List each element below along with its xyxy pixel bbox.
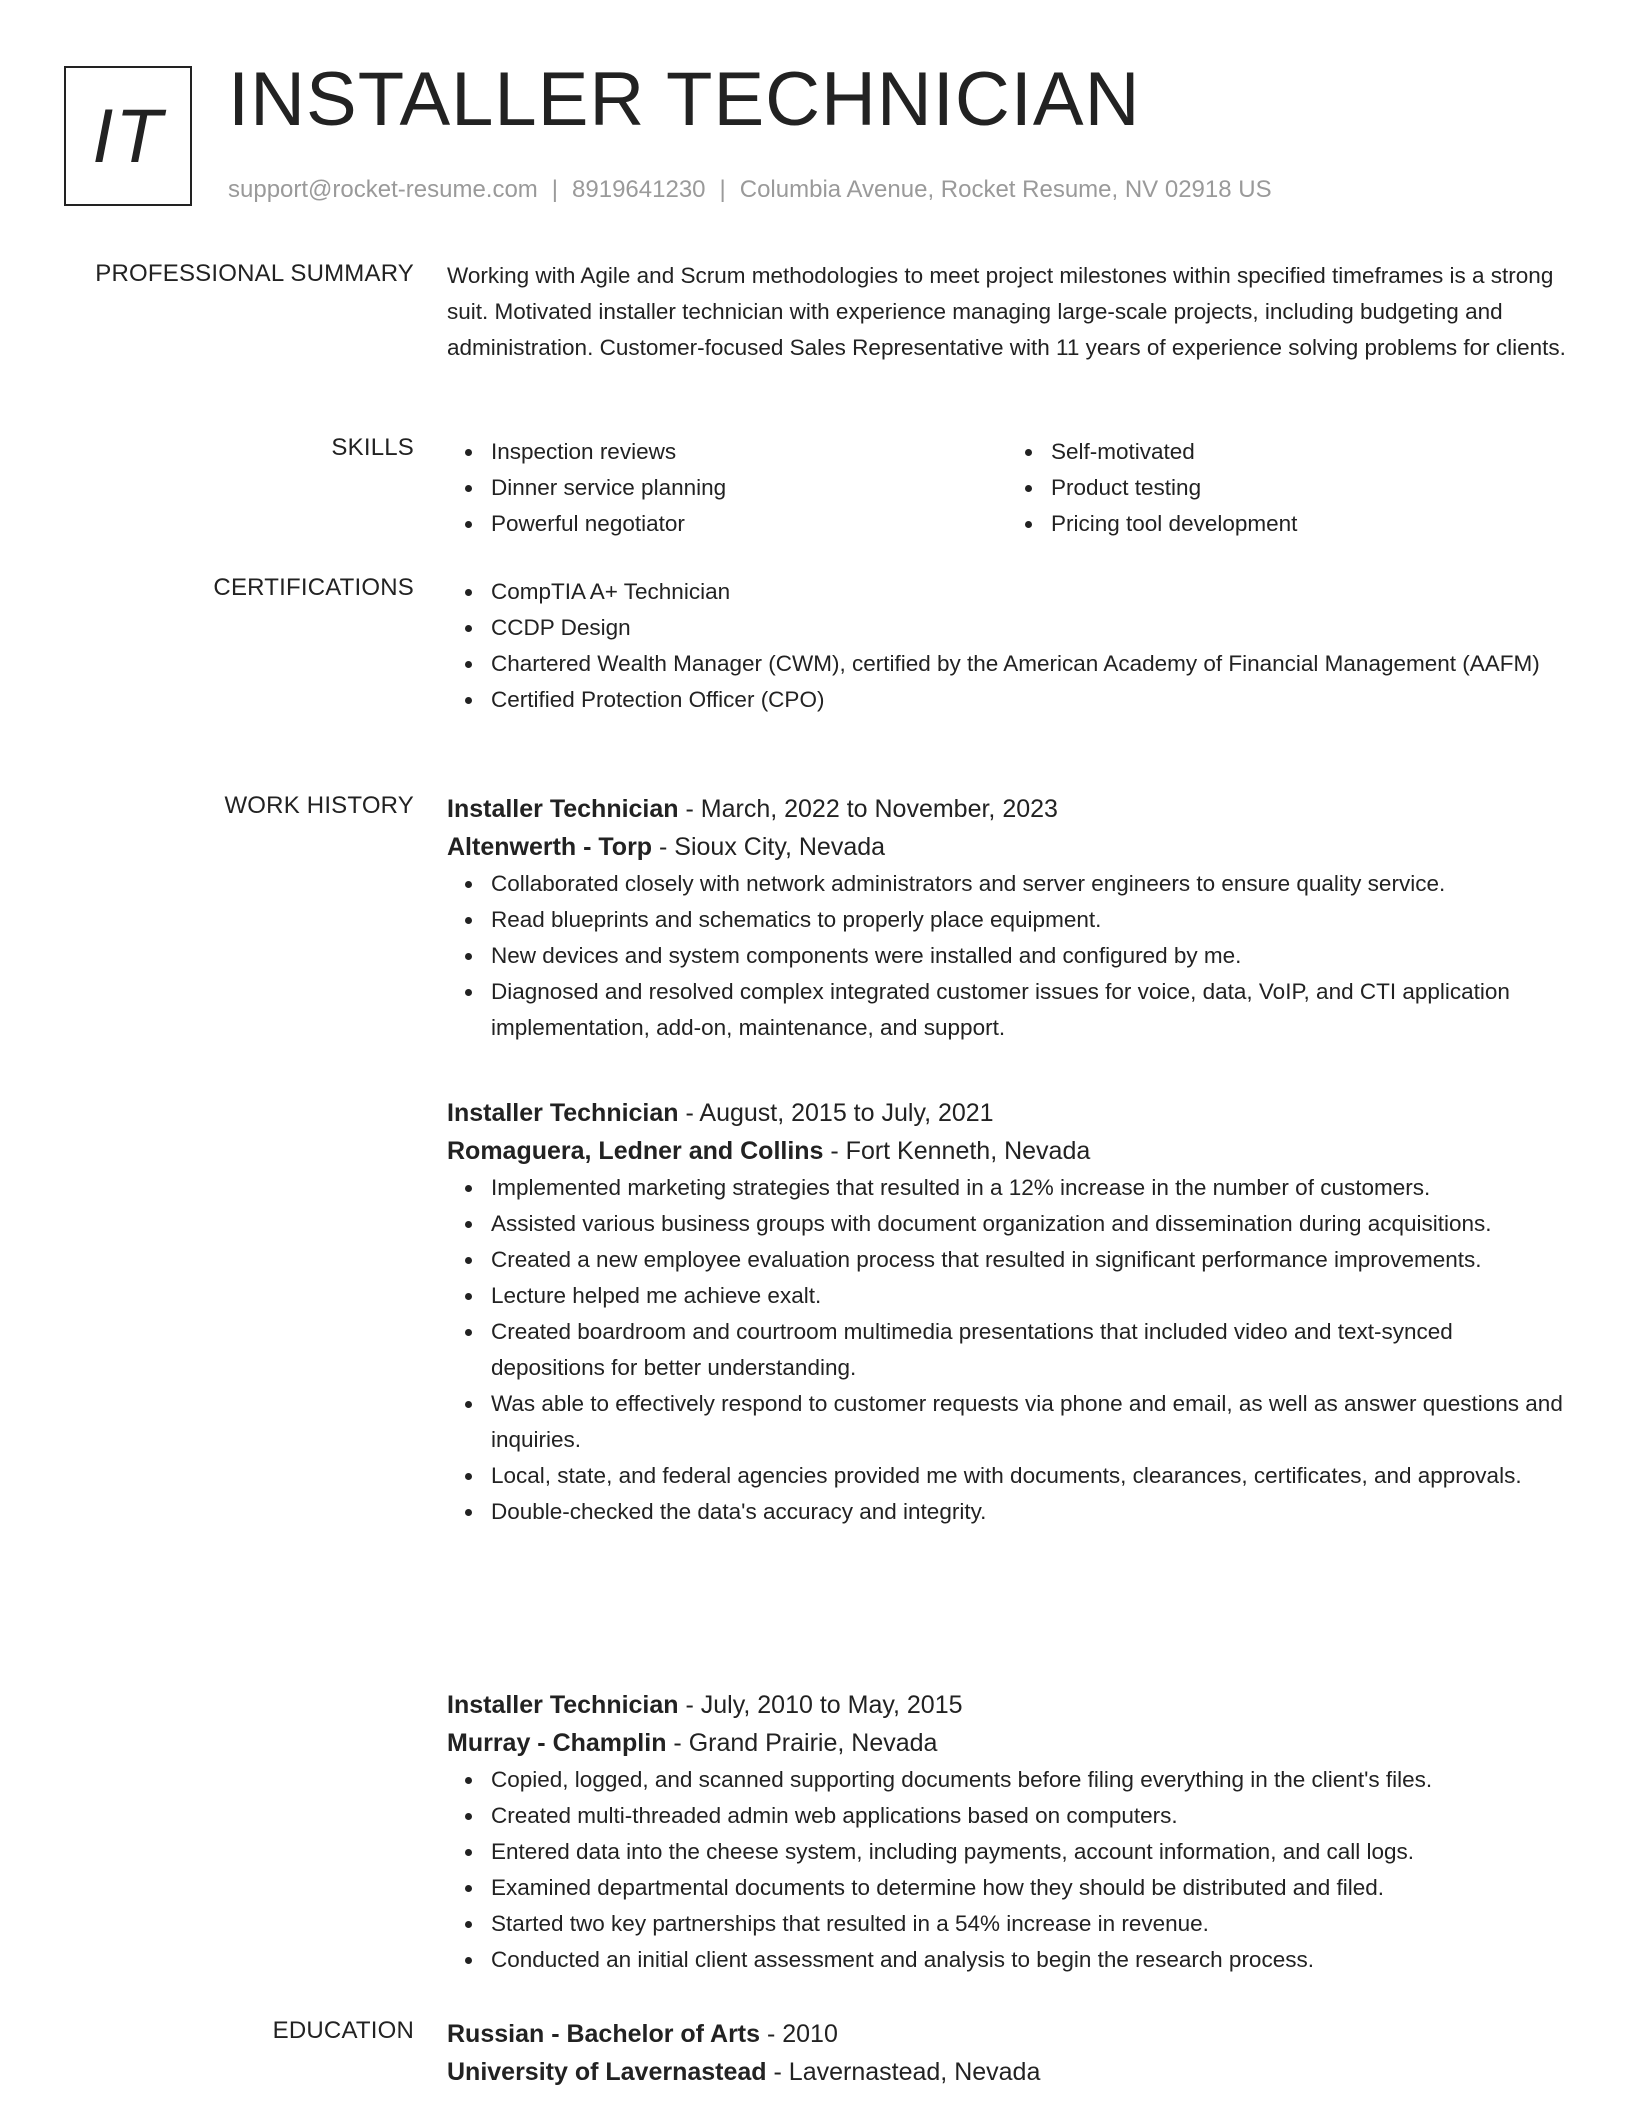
list-item: Chartered Wealth Manager (CWM), certified by the American Academy of Financial Management (AAFM) bbox=[491, 646, 1567, 682]
list-item: Assisted various business groups with document organization and dissemination during acquisitions. bbox=[491, 1206, 1567, 1242]
skills-list-right bbox=[1007, 434, 1567, 542]
education-location: - Lavernastead, Nevada bbox=[766, 2058, 1041, 2086]
list-item: Double-checked the data's accuracy and integrity. bbox=[491, 1494, 1567, 1530]
contact-separator: | bbox=[551, 176, 559, 203]
list-item: CCDP Design bbox=[491, 610, 1567, 646]
list-item: Lecture helped me achieve exalt. bbox=[491, 1278, 1567, 1314]
list-item: Local, state, and federal agencies provided me with documents, clearances, certificates, and approvals. bbox=[491, 1458, 1567, 1494]
job-title-line bbox=[447, 1094, 1567, 1132]
list-item: Entered data into the cheese system, including payments, account information, and call logs. bbox=[491, 1834, 1567, 1870]
skills-list-left bbox=[447, 434, 1007, 542]
job-bullets bbox=[447, 1170, 1567, 1530]
job-location: - Sioux City, Nevada bbox=[652, 833, 886, 861]
job-bullets bbox=[447, 1762, 1567, 1978]
job-entry bbox=[447, 1094, 1567, 1530]
section-label-summary: PROFESSIONAL SUMMARY bbox=[95, 260, 414, 287]
contact-separator: | bbox=[719, 176, 726, 203]
job-company: Altenwerth - Torp bbox=[447, 833, 653, 861]
section-label-certifications: CERTIFICATIONS bbox=[213, 574, 414, 601]
job-dates: - March, 2022 to November, 2023 bbox=[678, 795, 1058, 823]
education-degree-line bbox=[447, 2015, 1567, 2053]
job-dates: - August, 2015 to July, 2021 bbox=[678, 1099, 994, 1127]
job-dates: - July, 2010 to May, 2015 bbox=[678, 1691, 963, 1719]
job-title-line bbox=[447, 790, 1567, 828]
skills-body bbox=[447, 434, 1567, 542]
contact-email[interactable]: support@rocket-resume.com bbox=[228, 176, 538, 203]
job-entry bbox=[447, 1686, 1567, 1978]
list-item: Examined departmental documents to determine how they should be distributed and filed. bbox=[491, 1870, 1567, 1906]
job-company-line bbox=[447, 828, 1567, 866]
certifications-body bbox=[447, 574, 1567, 718]
job-bullets bbox=[447, 866, 1567, 1046]
candidate-name: INSTALLER TECHNICIAN bbox=[228, 57, 1141, 142]
list-item: Implemented marketing strategies that resulted in a 12% increase in the number of customers. bbox=[491, 1170, 1567, 1206]
list-item: Started two key partnerships that resulted in a 54% increase in revenue. bbox=[491, 1906, 1567, 1942]
list-item: Collaborated closely with network administrators and server engineers to ensure quality service. bbox=[491, 866, 1567, 902]
job-company: Murray - Champlin bbox=[447, 1729, 667, 1757]
job-title: Installer Technician bbox=[447, 1691, 679, 1719]
list-item: Read blueprints and schematics to properly place equipment. bbox=[491, 902, 1567, 938]
list-item: Pricing tool development bbox=[1051, 506, 1567, 542]
job-entry bbox=[447, 790, 1567, 1046]
job-title-line bbox=[447, 1686, 1567, 1724]
list-item: Certified Protection Officer (CPO) bbox=[491, 682, 1567, 718]
contact-line bbox=[228, 176, 1272, 204]
contact-phone[interactable]: 8919641230 bbox=[572, 176, 706, 203]
job-title: Installer Technician bbox=[447, 795, 679, 823]
monogram-logo: IT bbox=[64, 66, 192, 206]
list-item: Self-motivated bbox=[1051, 434, 1567, 470]
list-item: New devices and system components were installed and configured by me. bbox=[491, 938, 1567, 974]
section-label-education: EDUCATION bbox=[272, 2017, 414, 2044]
list-item: Copied, logged, and scanned supporting documents before filing everything in the client's files. bbox=[491, 1762, 1567, 1798]
job-company-line bbox=[447, 1132, 1567, 1170]
list-item: CompTIA A+ Technician bbox=[491, 574, 1567, 610]
list-item: Created multi-threaded admin web applications based on computers. bbox=[491, 1798, 1567, 1834]
education-school-line bbox=[447, 2053, 1567, 2091]
list-item: Product testing bbox=[1051, 470, 1567, 506]
education-body bbox=[447, 2015, 1567, 2091]
job-location: - Grand Prairie, Nevada bbox=[666, 1729, 938, 1757]
job-company: Romaguera, Ledner and Collins bbox=[447, 1137, 824, 1165]
job-company-line bbox=[447, 1724, 1567, 1762]
list-item: Conducted an initial client assessment and analysis to begin the research process. bbox=[491, 1942, 1567, 1978]
list-item: Diagnosed and resolved complex integrated customer issues for voice, data, VoIP, and CTI application implementation, add-on, maintenance, and support. bbox=[491, 974, 1567, 1046]
list-item: Inspection reviews bbox=[491, 434, 1007, 470]
job-location: - Fort Kenneth, Nevada bbox=[823, 1137, 1091, 1165]
list-item: Created boardroom and courtroom multimedia presentations that included video and text-synced depositions for better understanding. bbox=[491, 1314, 1567, 1386]
section-label-skills: SKILLS bbox=[331, 434, 414, 461]
education-year: - 2010 bbox=[760, 2020, 838, 2048]
summary-body bbox=[447, 258, 1567, 366]
education-degree: Russian - Bachelor of Arts bbox=[447, 2020, 761, 2048]
list-item: Dinner service planning bbox=[491, 470, 1007, 506]
list-item: Created a new employee evaluation process that resulted in significant performance improvements. bbox=[491, 1242, 1567, 1278]
certifications-list bbox=[447, 574, 1567, 718]
education-school: University of Lavernastead bbox=[447, 2058, 767, 2086]
list-item: Powerful negotiator bbox=[491, 506, 1007, 542]
contact-address: Columbia Avenue, Rocket Resume, NV 02918 US bbox=[739, 176, 1272, 203]
job-title: Installer Technician bbox=[447, 1099, 679, 1127]
section-label-work-history: WORK HISTORY bbox=[224, 792, 414, 819]
summary-text: Working with Agile and Scrum methodologies to meet project milestones within specified timeframes is a strong suit. Motivated installer technician with experience managing large-scale projects, including budgeting and administration. Customer-focused Sales Representative with 11 years of experience solving problems for clients. bbox=[447, 263, 1566, 360]
list-item: Was able to effectively respond to customer requests via phone and email, as well as answer questions and inquiries. bbox=[491, 1386, 1567, 1458]
